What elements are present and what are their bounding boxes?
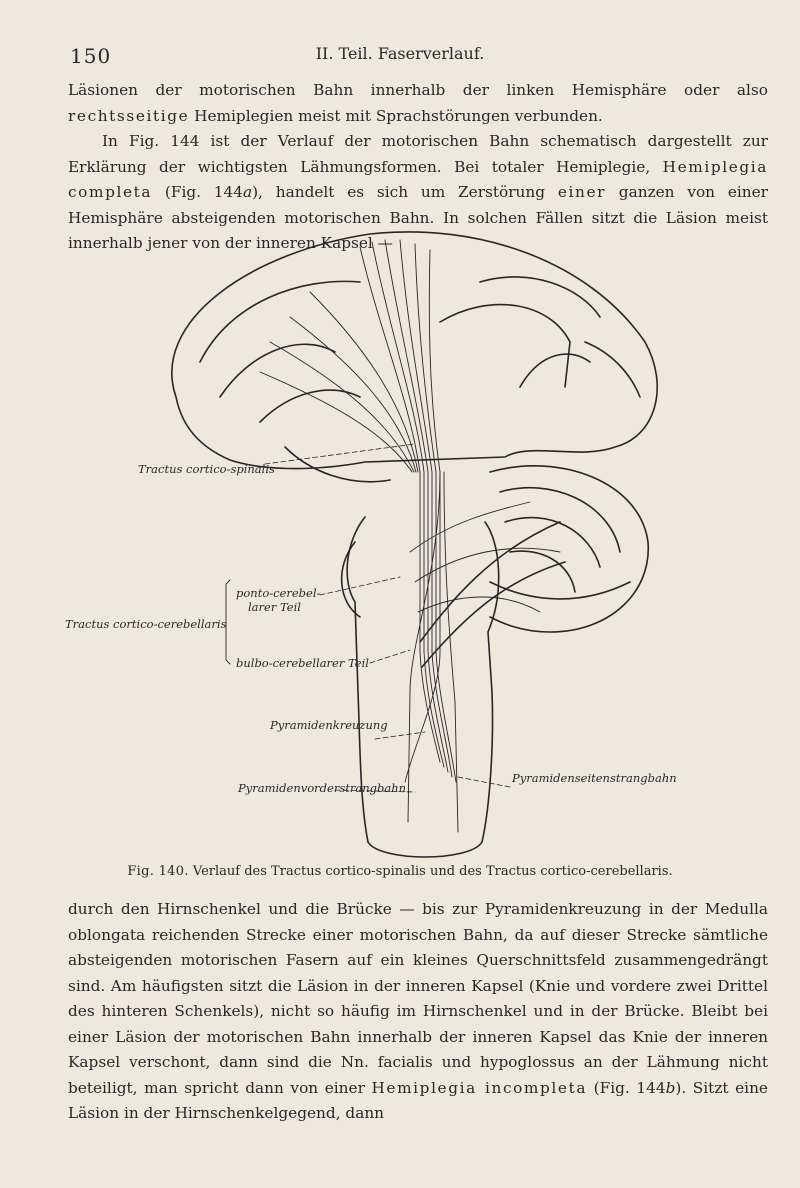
para2-fig-ref: (Fig. 144 xyxy=(152,183,243,201)
leader-seitenstrang xyxy=(458,777,510,787)
leader-kreuzung xyxy=(375,732,425,739)
para2-spaced-einer: einer xyxy=(557,183,607,201)
gyrus-frontal xyxy=(200,281,360,362)
cerebellum-folia-4 xyxy=(490,582,630,599)
caption-text: Verlauf des Tractus cortico-spinalis und des Tractus cortico-cerebellaris. xyxy=(192,864,673,879)
para1-spaced-term: rechtsseitige xyxy=(68,106,190,125)
para2-text-end: ganzen von einer Hemisphäre absteigenden motorischen Bahn. In solchen Fällen sitzt die Läsion meist innerhalb jener von der inneren Kapsel — xyxy=(68,183,768,252)
spinal-cord-end xyxy=(368,842,482,857)
para2-spaced-term: Hemiplegia completa xyxy=(68,157,768,201)
label-pyramidenvorderstrangbahn: Pyramidenvorderstrangbahn xyxy=(238,781,407,795)
para1-text-end: Hemiplegien meist mit Sprachstörungen verbunden. xyxy=(189,106,603,125)
gyrus-6 xyxy=(585,342,640,397)
para3-fig-ref: (Fig. 144 xyxy=(587,1078,666,1097)
pons-bulge xyxy=(342,542,360,617)
label-pyramidenkreuzung: Pyramidenkreuzung xyxy=(270,718,388,732)
label-pyramidenseitenstrangbahn: Pyramidenseitenstrangbahn xyxy=(512,771,677,785)
gyrus-1 xyxy=(220,344,335,397)
figure-motor-pathway xyxy=(65,222,677,867)
brain-outline xyxy=(172,232,657,469)
leader-ponto xyxy=(320,577,400,595)
caption-fig-number: Fig. 140. xyxy=(127,864,189,879)
gyrus-4 xyxy=(440,305,570,387)
para2-text: In Fig. 144 ist der Verlauf der motorischen Bahn schematisch dargestellt zur Erklärung der wichtigsten Lähmungsformen. Bei totaler Hemiplegie, xyxy=(68,132,768,176)
page-number: 150 xyxy=(70,44,112,68)
label-ponto-cerebellarer-1: ponto-cerebel- xyxy=(236,586,321,600)
label-tractus-cortico-spinalis: Tractus cortico-spinalis xyxy=(138,462,275,476)
bracket-cerebellaris xyxy=(226,580,230,664)
pyramidal-fibers xyxy=(260,240,560,832)
cerebellum xyxy=(490,466,648,632)
label-tractus-cortico-cerebellaris: Tractus cortico-cerebellaris xyxy=(65,617,227,631)
temporal-lobe xyxy=(285,447,390,482)
label-ponto-cerebellarer-2: larer Teil xyxy=(248,600,301,614)
para3-text-end: ). Sitzt eine Läsion in der Hirnschenkelgegend, dann xyxy=(68,1078,768,1122)
para2-text-mid: ), handelt es sich um Zerstörung xyxy=(252,183,558,201)
label-bulbo-cerebellarer: bulbo-cerebellarer Teil xyxy=(236,656,369,670)
gyrus-3 xyxy=(480,277,600,317)
cerebellum-folia-3 xyxy=(510,551,575,592)
para3-text: durch den Hirnschenkel und die Brücke — bis zur Pyramidenkreuzung in der Medulla oblongata reichenden Strecke einer motorischen Bahn, da auf dieser Strecke sämtliche absteigenden motorischen Fasern auf ein kleines Querschnittsfeld zusammengedrängt sind. Am häufigsten sitzt die Läsion in der inneren Kapsel (Knie und vordere zwei Drittel des hinteren Schenkels), nicht so häufig im Hirnschenkel und in der Brücke. Bleibt bei einer Läsion der motorischen Bahn innerhalb der inneren Kapsel das Knie der inneren Kapsel verschont, dann sind die Nn. facialis und hypoglossus an der Lähmung nicht beteiligt, man spricht dann von einer xyxy=(68,900,768,1097)
body-text-bottom xyxy=(68,897,768,1127)
leader-bulbo xyxy=(370,650,410,663)
figure-caption xyxy=(0,864,800,879)
para3-spaced-term: Hemiplegia incompleta xyxy=(371,1078,588,1097)
para1-text: Läsionen der motorischen Bahn innerhalb der linken Hemisphäre oder also xyxy=(68,81,768,99)
running-header: II. Teil. Faserverlauf. xyxy=(315,44,485,63)
para3-fig-ref-letter: b xyxy=(665,1078,676,1097)
gyrus-5 xyxy=(520,354,590,387)
cerebellum-folia-1 xyxy=(500,488,620,552)
para2-fig-ref-letter: a xyxy=(243,183,253,201)
